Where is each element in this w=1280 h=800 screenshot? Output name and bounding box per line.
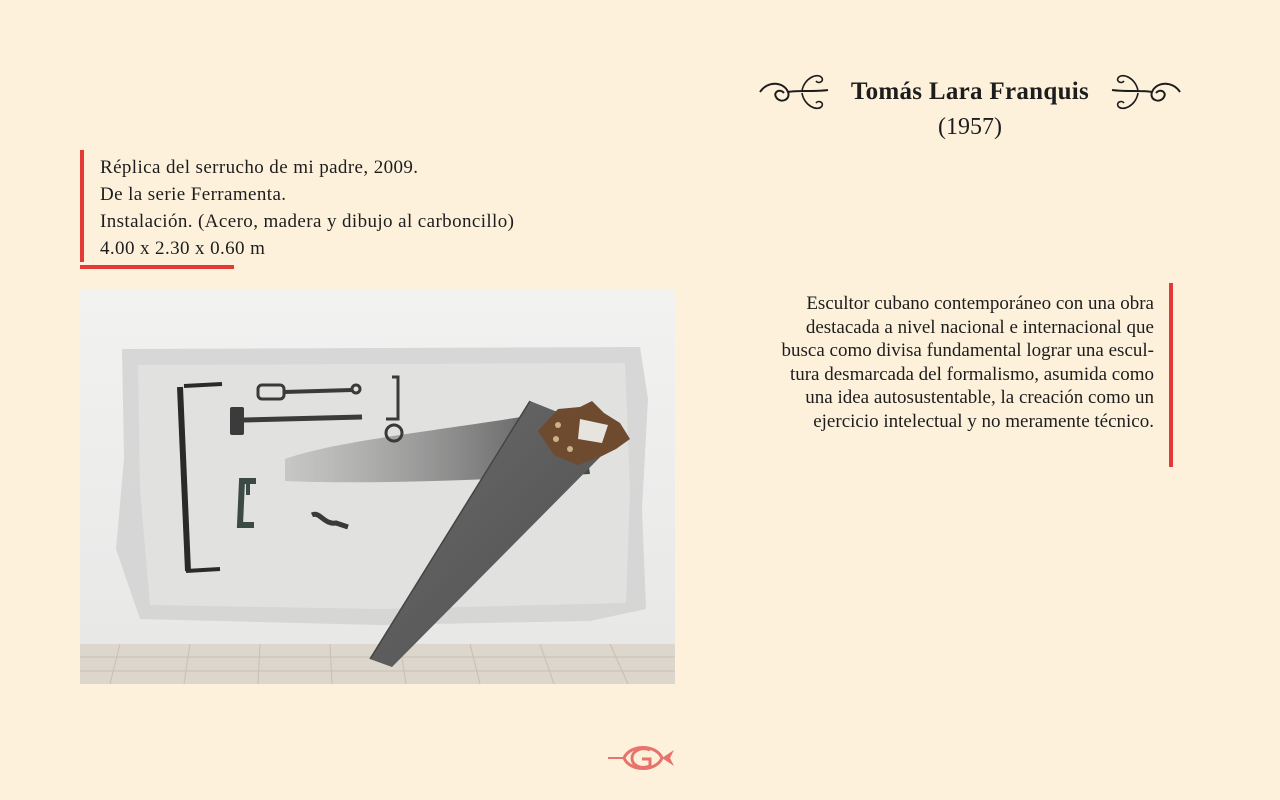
caption-series: De la serie Ferramenta. (100, 184, 287, 205)
bio-line: Escultor cubano contemporáneo con una obra (806, 293, 1154, 314)
bio-line: tura desmarcada del formalismo, asumida como (789, 363, 1154, 385)
caption-medium: Instalación. (Acero, madera y dibujo al carboncillo) (100, 211, 515, 232)
artist-name: Tomás Lara Franquis (850, 78, 1090, 105)
logo-icon (604, 738, 678, 778)
artist-years: (1957) (938, 114, 1002, 140)
caption-title: Réplica del serrucho de mi padre, 2009. (100, 157, 419, 178)
bio-line: ejercicio intelectual y no meramente técnico. (813, 410, 1154, 432)
bio-line: destacada a nivel nacional e internacional que (805, 316, 1154, 338)
bio-line: una idea autosustentable, la creación como un (805, 387, 1154, 408)
artist-bio (712, 292, 1154, 433)
bio-line: busca como divisa fundamental lograr una escul- (781, 340, 1154, 361)
artist-header (740, 64, 1200, 144)
bio-accent-rule (1169, 283, 1173, 467)
artwork-caption (80, 150, 700, 262)
flourish-left-icon (758, 66, 830, 116)
caption-dimensions: 4.00 x 2.30 x 0.60 m (100, 238, 266, 259)
artwork-photo (80, 289, 675, 684)
caption-underline (80, 265, 234, 269)
flourish-right-icon (1110, 66, 1182, 116)
